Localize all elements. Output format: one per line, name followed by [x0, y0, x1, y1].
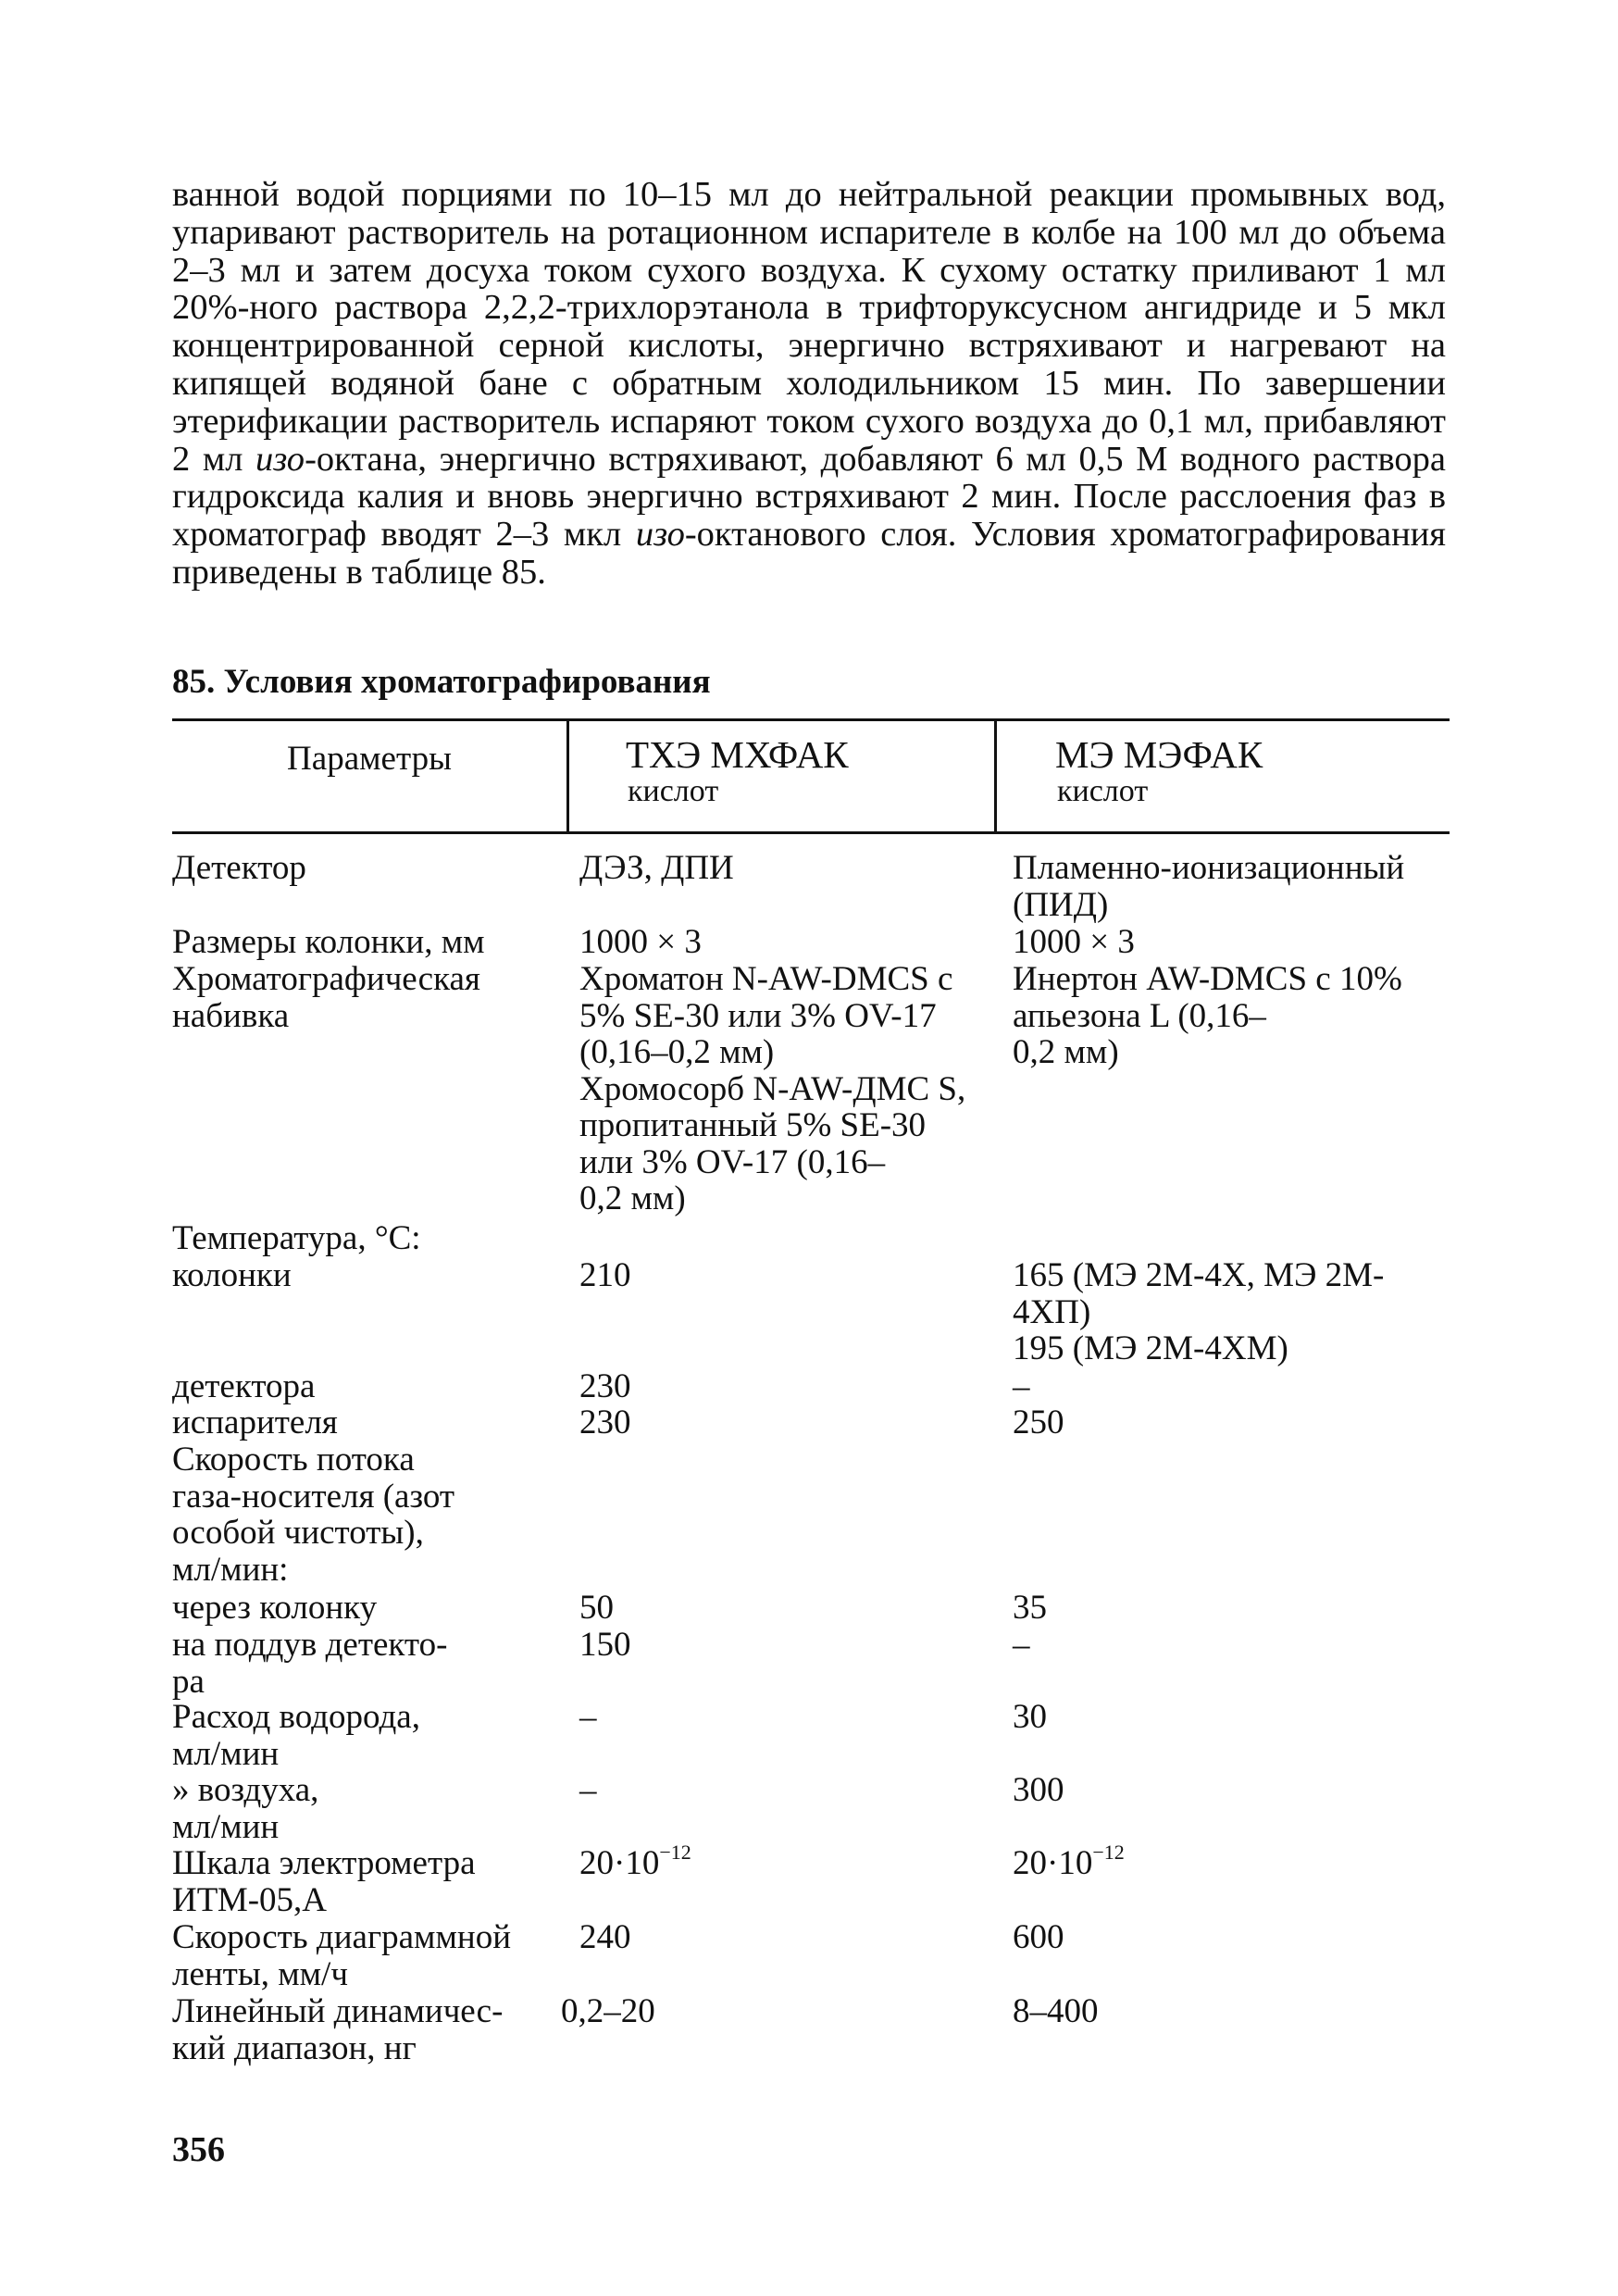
header-me-mefak: МЭ МЭФАК кислот — [1055, 733, 1263, 808]
row-temp-column-txe: 210 — [579, 1256, 631, 1294]
row-air-param: » воздуха, мл/мин — [172, 1771, 319, 1846]
header-txe-mxfak: ТХЭ МХФАК кислот — [626, 733, 849, 808]
italic-iso-2: изо — [635, 515, 685, 555]
row-detector-txe: ДЭЗ, ДПИ — [579, 849, 734, 887]
row-detector-me: Пламенно-ионизационный (ПИД) — [1013, 849, 1405, 924]
table-top-rule — [172, 718, 1450, 721]
header-divider-2 — [994, 720, 997, 831]
row-linear-range-txe: 0,2–20 — [561, 1992, 655, 2030]
row-packing-txe: Хроматон N-AW-DMCS с 5% SE-30 или 3% OV-17 (0,16–0,2 мм) Хромосорб N-AW-ДМС S, пропитанный 5% SE-30 или 3% OV-17 (0,16– 0,2 мм) — [579, 960, 966, 1217]
table-caption: 85. Условия хроматографирования — [172, 663, 711, 701]
row-makeup-me: – — [1013, 1626, 1030, 1664]
row-chart-speed-param: Скорость диаграммной ленты, мм/ч — [172, 1918, 511, 1993]
row-temp-column-param: колонки — [172, 1256, 292, 1294]
row-detector-param: Детектор — [172, 849, 306, 887]
row-electrometer-txe: $20\cdot 10^{-12}$ — [579, 1841, 691, 1882]
row-hydrogen-me: 30 — [1013, 1698, 1047, 1736]
page-number: 356 — [172, 2130, 225, 2169]
row-linear-range-param: Линейный динамичес- кий диапазон, нг — [172, 1992, 504, 2067]
header-divider-1 — [566, 720, 569, 831]
row-gas-flow-heading: Скорость потока газа-носителя (азот особой чистоты), мл/мин: — [172, 1441, 455, 1589]
row-electrometer-me: $20\cdot 10^{-12}$ — [1013, 1841, 1125, 1882]
row-packing-param: Хроматографическая набивка — [172, 960, 480, 1035]
row-temperature-heading: Температура, °С: — [172, 1219, 421, 1257]
table-header-rule — [172, 831, 1450, 834]
row-linear-range-me: 8–400 — [1013, 1992, 1099, 2030]
italic-iso-1: изо — [255, 439, 305, 479]
row-hydrogen-txe: – — [579, 1698, 597, 1736]
row-air-txe: – — [579, 1771, 597, 1809]
row-hydrogen-param: Расход водорода, мл/мин — [172, 1698, 420, 1773]
row-electrometer-param: Шкала электрометра ИТМ-05,А — [172, 1844, 476, 1919]
row-chart-speed-txe: 240 — [579, 1918, 631, 1956]
row-makeup-param: на поддув детекто- ра — [172, 1626, 448, 1701]
row-temp-evaporator-me: 250 — [1013, 1404, 1064, 1441]
row-flow-column-txe: 50 — [579, 1589, 614, 1627]
row-chart-speed-me: 600 — [1013, 1918, 1064, 1956]
row-temp-column-me: 165 (МЭ 2М-4Х, МЭ 2М- 4ХП) 195 (МЭ 2М-4ХМ) — [1013, 1256, 1385, 1367]
header-parameters: Параметры — [287, 740, 452, 778]
paragraph-text-2: -октана, энергично встряхивают, добавляют 6 мл 0,5 М водного раствора гидроксида калия и вновь энергично встряхивают 2 мин. После расслоения фаз в хроматограф вводят 2–3 мкл — [172, 439, 1446, 555]
row-column-size-param: Размеры колонки, мм — [172, 923, 485, 961]
row-column-size-me: 1000 × 3 — [1013, 923, 1135, 961]
row-flow-column-param: через колонку — [172, 1589, 378, 1627]
row-temp-evaporator-txe: 230 — [579, 1404, 631, 1441]
row-temp-detector-me: – — [1013, 1367, 1030, 1405]
row-makeup-txe: 150 — [579, 1626, 631, 1664]
row-temp-detector-txe: 230 — [579, 1367, 631, 1405]
row-temp-evaporator-param: испарителя — [172, 1404, 338, 1441]
body-paragraph — [172, 176, 1446, 592]
paragraph-text-3: -октанового слоя. Условия хроматографирования приведены в таблице 85. — [172, 515, 1446, 592]
row-flow-column-me: 35 — [1013, 1589, 1047, 1627]
row-air-me: 300 — [1013, 1771, 1064, 1809]
row-temp-detector-param: детектора — [172, 1367, 316, 1405]
row-column-size-txe: 1000 × 3 — [579, 923, 702, 961]
paragraph-text-1: ванной водой порциями по 10–15 мл до нейтральной реакции промывных вод, упаривают растворитель на ротационном испарителе в колбе на 100 мл до объема 2–3 мл и затем досуха током сухого воздуха. К сухому остатку приливают 1 мл 20%-ного раствора 2,2,2-трихлорэтанола в трифторуксусном ангидриде и 5 мкл концентрированной серной кислоты, энергично встряхивают и нагревают на кипящей водяной бане с обратным холодильником 15 мин. По завершении этерификации растворитель испаряют током сухого воздуха до 0,1 мл, прибавляют 2 мл — [172, 175, 1446, 479]
row-packing-me: Инертон AW-DMCS с 10% апьезона L (0,16– 0,2 мм) — [1013, 960, 1402, 1071]
